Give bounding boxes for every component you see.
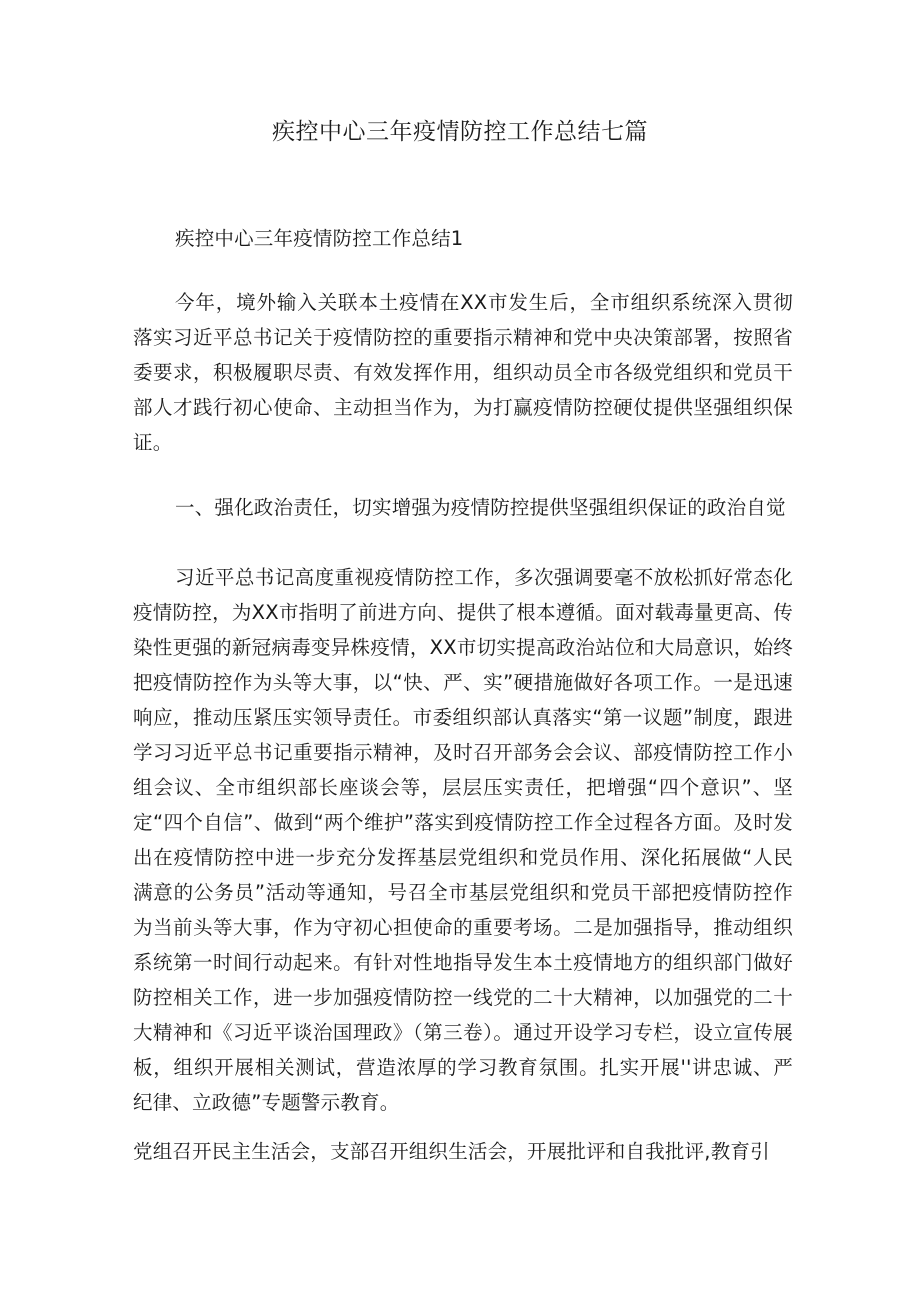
body-paragraph: 习近平总书记高度重视疫情防控工作，多次强调要毫不放松抓好常态化疫情防控，为XX市指明了前进方向、提供了根本遵循。面对载毒量更高、传染性更强的新冠病毒变异株疫情，XX市切实提高政治站位和大局意识，始终把疫情防控作为头等大事，以“快、严、实”硬措施做好各项工作。一是迅速响应，推动压紧压实领导责任。市委组织部认真落实“第一议题”制度，跟进学习习近平总书记重要指示精神，及时召开部务会会议、部疫情防控工作小组会议、全市组织部长座谈会等，层层压实责任，把增强“四个意识”、坚定“四个自信”、做到“两个维护”落实到疫情防控工作全过程各方面。及时发出在疫情防控中进一步充分发挥基层党组织和党员作用、深化拓展做“人民满意的公务员”活动等通知，号召全市基层党组织和党员干部把疫情防控作为当前头等大事，作为守初心担使命的重要考场。二是加强指导，推动组织系统第一时间行动起来。有针对性地指导发生本土疫情地方的组织部门做好防控相关工作，进一步加强疫情防控一线党的二十大精神，以加强党的二十大精神和《习近平谈治国理政》（第三卷）。通过开设学习专栏，设立宣传展板，组织开展相关测试，营造浓厚的学习教育氛围。扎实开展''讲忠诚、严纪律、立政德”专题警示教育。 xyxy=(133,566,793,1114)
section-heading: 一、强化政治责任，切实增强为疫情防控提供坚强组织保证的政治自觉 xyxy=(175,496,786,519)
body-paragraph-continued: 党组召开民主生活会，支部召开组织生活会，开展批评和自我批评,教育引 xyxy=(133,1140,770,1163)
intro-paragraph: 今年，境外输入关联本土疫情在XX市发生后，全市组织系统深入贯彻落实习近平总书记关于疫情防控的重要指示精神和党中央决策部署，按照省委要求，积极履职尽责、有效发挥作用，组织动员全市各级党组织和党员干部人才践行初心使命、主动担当作为，为打赢疫情防控硬仗提供坚强组织保证。 xyxy=(133,291,793,454)
section-subtitle: 疾控中心三年疫情防控工作总结1 xyxy=(175,227,464,250)
document-title: 疾控中心三年疫情防控工作总结七篇 xyxy=(272,119,648,145)
